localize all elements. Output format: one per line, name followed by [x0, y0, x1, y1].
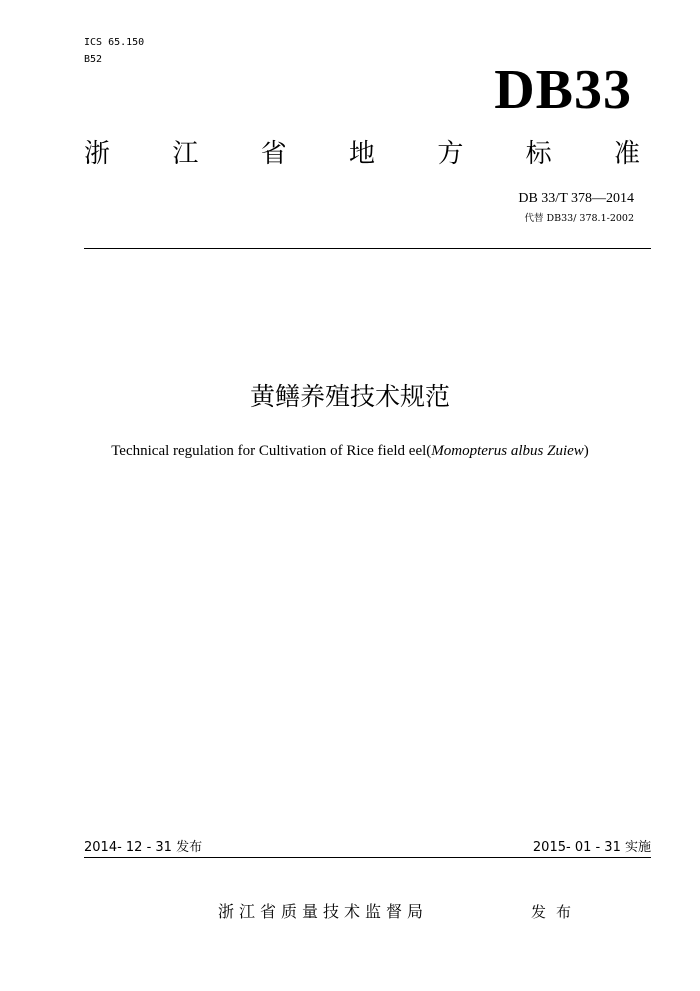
db-logo: DB33 [494, 59, 632, 121]
replaces-standard: 代替 DB33/ 378.1-2002 [524, 213, 634, 224]
publish-label: 发布 [531, 903, 582, 921]
title-english-latin-name: Momopterus albus Zuiew [431, 443, 584, 459]
header-divider [84, 248, 651, 249]
issue-date: 2014- 12 - 31 发布 [84, 840, 203, 855]
standard-type-char: 标 [525, 139, 552, 169]
standard-type-char: 方 [437, 139, 464, 169]
standard-number: DB 33/T 378—2014 [518, 191, 634, 206]
standard-type-char: 江 [172, 139, 199, 169]
footer-divider [84, 857, 651, 858]
issuing-authority: 浙江省质量技术监督局 [218, 902, 429, 921]
classification-code: B52 [84, 54, 103, 65]
standard-type-char: 准 [613, 139, 640, 169]
title-english-suffix: ) [583, 443, 589, 459]
title-english-prefix: Technical regulation for Cultivation of Rice field eel( [111, 443, 432, 459]
standard-type-char: 省 [260, 139, 287, 169]
standard-type-char: 浙 [84, 139, 111, 169]
standard-type-heading [84, 137, 640, 171]
title-chinese: 黄鳝养殖技术规范 [249, 382, 450, 411]
standard-type-char: 地 [348, 139, 375, 169]
title-english [0, 441, 700, 461]
implementation-date: 2015- 01 - 31 实施 [532, 840, 651, 855]
ics-code: ICS 65.150 [84, 37, 145, 48]
